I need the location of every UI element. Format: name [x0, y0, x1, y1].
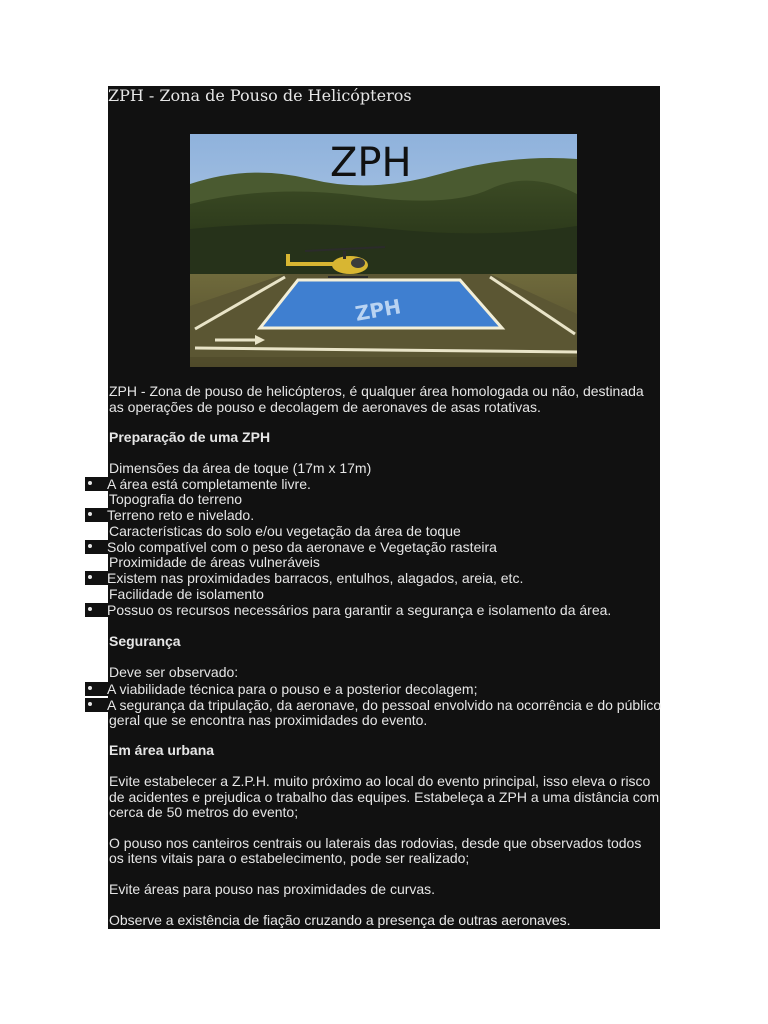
intro-line: ZPH - Zona de pouso de helicópteros, é qualquer área homologada ou não, destinada [109, 383, 644, 399]
bullet-marker [85, 540, 108, 554]
list-item-continuation: geral que se encontra nas proximidades do evento. [109, 712, 428, 728]
image-overlay-text: ZPH [330, 140, 412, 186]
bullet-icon [88, 481, 92, 485]
bullet-icon [88, 512, 92, 516]
bullet-icon [88, 575, 92, 579]
bullet-icon [88, 544, 92, 548]
list-item: A viabilidade técnica para o pouso e a posterior decolagem; [107, 681, 478, 697]
list-item: Proximidade de áreas vulneráveis [109, 554, 320, 570]
section-heading-preparacao: Preparação de uma ZPH [109, 429, 271, 445]
page-title: ZPH - Zona de Pouso de Helicópteros [108, 86, 412, 105]
paragraph-line: Evite estabelecer a Z.P.H. muito próximo ao local do evento principal, isso eleva o risco [109, 773, 651, 789]
list-item: Solo compatível com o peso da aeronave e Vegetação rasteira [107, 539, 497, 555]
bullet-marker [85, 477, 108, 491]
paragraph-line: O pouso nos canteiros centrais ou laterais das rodovias, desde que observados todos [109, 835, 642, 851]
helipad-photo [190, 134, 577, 367]
list-item: Possuo os recursos necessários para garantir a segurança e isolamento da área. [107, 602, 612, 618]
section-heading-area-urbana: Em área urbana [109, 742, 215, 758]
bullet-icon [88, 607, 92, 611]
list-item: Existem nas proximidades barracos, entulhos, alagados, areia, etc. [107, 570, 524, 586]
bullet-marker [85, 603, 108, 617]
bullet-icon [88, 702, 92, 706]
list-item: Características do solo e/ou vegetação da área de toque [109, 523, 461, 539]
list-item: Deve ser observado: [109, 664, 239, 680]
bullet-icon [88, 686, 92, 690]
intro-line: as operações de pouso e decolagem de aeronaves de asas rotativas. [109, 399, 541, 415]
paragraph-line: Observe a existência de fiação cruzando a presença de outras aeronaves. [109, 912, 571, 928]
section-heading-seguranca: Segurança [109, 633, 181, 649]
bullet-marker [85, 508, 108, 522]
bullet-marker [85, 571, 108, 585]
list-item: Topografia do terreno [109, 491, 243, 507]
paragraph-line: cerca de 50 metros do evento; [109, 804, 299, 820]
paragraph-line: os itens vitais para o estabelecimento, pode ser realizado; [109, 850, 470, 866]
bullet-marker [85, 698, 108, 712]
bullet-marker [85, 682, 108, 696]
list-item: A área está completamente livre. [107, 476, 311, 492]
list-item: Terreno reto e nivelado. [107, 507, 255, 523]
list-item: Dimensões da área de toque (17m x 17m) [109, 460, 372, 476]
list-item: Facilidade de isolamento [109, 586, 264, 602]
list-item: A segurança da tripulação, da aeronave, do pessoal envolvido na ocorrência e do público [107, 697, 662, 713]
paragraph-line: de acidentes e prejudica o trabalho das equipes. Estabeleça a ZPH a uma distância com [109, 789, 660, 805]
paragraph-line: Evite áreas para pouso nas proximidades de curvas. [109, 881, 436, 897]
pad-marking: ZPH [353, 294, 403, 326]
